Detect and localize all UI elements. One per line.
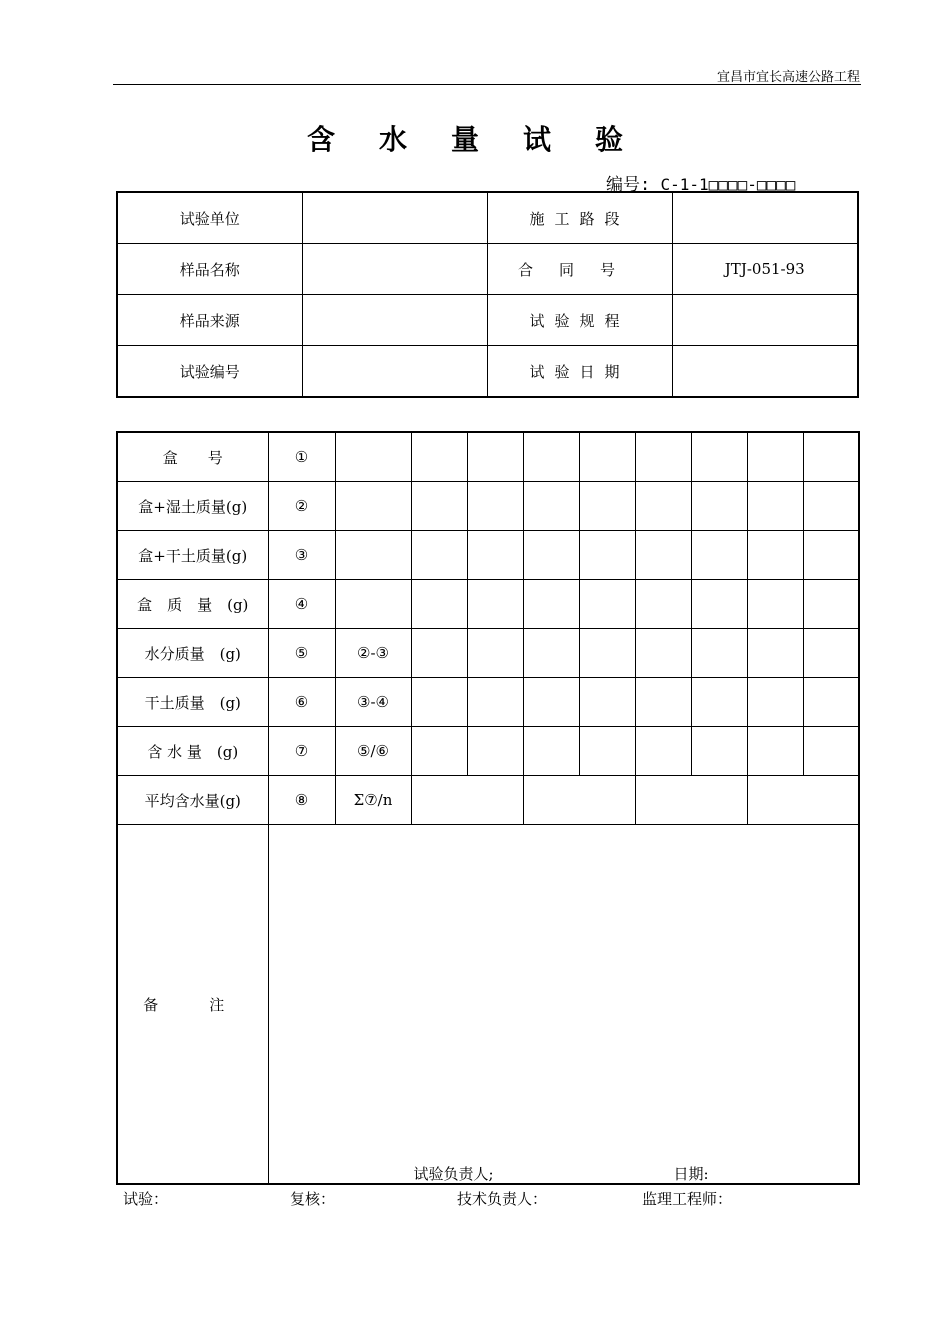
row-formula: ⑤/⑥ (335, 727, 411, 776)
data-cell[interactable] (467, 580, 523, 629)
data-cell[interactable] (579, 531, 635, 580)
avg-cell[interactable] (411, 776, 523, 825)
data-cell[interactable] (691, 482, 747, 531)
supervisor-label: 监理工程师： (642, 1190, 733, 1208)
sample-name-field[interactable] (302, 244, 487, 295)
data-cell[interactable] (747, 531, 803, 580)
data-cell[interactable] (747, 482, 803, 531)
row-formula: ③-④ (335, 678, 411, 727)
data-cell[interactable] (691, 727, 747, 776)
data-cell[interactable] (579, 580, 635, 629)
info-row (117, 192, 858, 244)
data-cell[interactable] (691, 678, 747, 727)
data-cell[interactable] (747, 727, 803, 776)
remarks-row (117, 825, 859, 1185)
table-row (117, 482, 859, 531)
data-cell[interactable] (635, 629, 691, 678)
test-date-label: 试验日期 (487, 346, 672, 398)
test-date-field[interactable] (672, 346, 858, 398)
data-cell[interactable] (411, 727, 467, 776)
construction-section-field[interactable] (672, 192, 858, 244)
data-cell[interactable] (335, 432, 411, 482)
data-cell[interactable] (803, 580, 859, 629)
data-cell[interactable] (335, 482, 411, 531)
row-symbol: ② (268, 482, 335, 531)
contract-no-label: 合同号 (487, 244, 672, 295)
test-unit-label: 试验单位 (117, 192, 302, 244)
row-label-avg-moisture: 平均含水量(g) (117, 776, 268, 825)
row-label-moisture: 含 水 量 (g) (117, 727, 268, 776)
data-cell[interactable] (523, 678, 579, 727)
data-cell[interactable] (635, 678, 691, 727)
data-cell[interactable] (691, 629, 747, 678)
data-cell[interactable] (411, 678, 467, 727)
data-cell[interactable] (691, 531, 747, 580)
row-label-wet-mass: 盒+湿土质量(g) (117, 482, 268, 531)
sample-source-field[interactable] (302, 295, 487, 346)
row-label-box-no: 盒 号 (117, 432, 268, 482)
data-cell[interactable] (467, 727, 523, 776)
data-cell[interactable] (411, 432, 467, 482)
data-cell[interactable] (467, 629, 523, 678)
data-cell[interactable] (411, 531, 467, 580)
data-cell[interactable] (803, 727, 859, 776)
tester-label: 试验： (123, 1190, 169, 1208)
sample-source-label: 样品来源 (117, 295, 302, 346)
data-cell[interactable] (411, 580, 467, 629)
row-symbol: ⑦ (268, 727, 335, 776)
info-table (116, 191, 859, 398)
data-cell[interactable] (523, 580, 579, 629)
data-cell[interactable] (335, 531, 411, 580)
data-cell[interactable] (411, 629, 467, 678)
table-row (117, 432, 859, 482)
row-label-water-mass: 水分质量 (g) (117, 629, 268, 678)
test-responsible-label: 试验负责人; (413, 1165, 494, 1183)
test-number-field[interactable] (302, 346, 487, 398)
info-row (117, 295, 858, 346)
row-formula: ②-③ (335, 629, 411, 678)
row-label-dry-mass: 盒+干土质量(g) (117, 531, 268, 580)
row-symbol: ⑥ (268, 678, 335, 727)
contract-no-field[interactable]: JTJ-051-93 (672, 244, 858, 295)
data-cell[interactable] (803, 629, 859, 678)
row-formula: Σ⑦/n (335, 776, 411, 825)
row-symbol: ① (268, 432, 335, 482)
avg-cell[interactable] (747, 776, 859, 825)
data-cell[interactable] (635, 531, 691, 580)
table-row (117, 531, 859, 580)
table-row (117, 629, 859, 678)
data-cell[interactable] (747, 432, 803, 482)
header-divider (113, 84, 861, 85)
data-cell[interactable] (579, 432, 635, 482)
moisture-table (116, 431, 860, 1185)
data-cell[interactable] (467, 482, 523, 531)
row-symbol: ③ (268, 531, 335, 580)
row-symbol: ⑤ (268, 629, 335, 678)
row-symbol: ④ (268, 580, 335, 629)
data-cell[interactable] (523, 482, 579, 531)
data-cell[interactable] (523, 432, 579, 482)
avg-cell[interactable] (523, 776, 635, 825)
row-label-box-mass: 盒 质 量 (g) (117, 580, 268, 629)
data-cell[interactable] (335, 580, 411, 629)
table-row (117, 580, 859, 629)
row-symbol: ⑧ (268, 776, 335, 825)
data-cell[interactable] (523, 727, 579, 776)
data-cell[interactable] (579, 482, 635, 531)
remarks-label: 备 注 (117, 825, 268, 1185)
data-cell[interactable] (635, 482, 691, 531)
info-row (117, 346, 858, 398)
test-procedure-label: 试验规程 (487, 295, 672, 346)
table-row (117, 727, 859, 776)
data-cell[interactable] (747, 580, 803, 629)
tech-lead-label: 技术负责人： (457, 1190, 548, 1208)
data-cell[interactable] (579, 629, 635, 678)
reviewer-label: 复核： (290, 1190, 336, 1208)
data-cell[interactable] (411, 482, 467, 531)
data-cell[interactable] (523, 629, 579, 678)
data-cell[interactable] (579, 727, 635, 776)
data-cell[interactable] (467, 678, 523, 727)
table-row (117, 678, 859, 727)
remarks-date-label: 日期: (673, 1165, 709, 1183)
data-cell[interactable] (803, 678, 859, 727)
data-cell[interactable] (635, 432, 691, 482)
project-name: 宜昌市宜长高速公路工程 (716, 70, 860, 85)
row-label-dry-soil-mass: 干土质量 (g) (117, 678, 268, 727)
sample-name-label: 样品名称 (117, 244, 302, 295)
data-cell[interactable] (747, 629, 803, 678)
page-title: 含水量试验 (306, 123, 667, 156)
table-row (117, 776, 859, 825)
data-cell[interactable] (467, 531, 523, 580)
info-row (117, 244, 858, 295)
data-cell[interactable] (803, 432, 859, 482)
construction-section-label: 施工路段 (487, 192, 672, 244)
form-number-code: C-1-1□□□□-□□□□ (660, 175, 796, 194)
remarks-signature-line (269, 1163, 859, 1183)
avg-cell[interactable] (635, 776, 747, 825)
data-cell[interactable] (467, 432, 523, 482)
test-number-label: 试验编号 (117, 346, 302, 398)
test-procedure-field[interactable] (672, 295, 858, 346)
data-cell[interactable] (691, 432, 747, 482)
data-cell[interactable] (747, 678, 803, 727)
data-cell[interactable] (579, 678, 635, 727)
data-cell[interactable] (803, 531, 859, 580)
data-cell[interactable] (635, 727, 691, 776)
data-cell[interactable] (523, 531, 579, 580)
data-cell[interactable] (635, 580, 691, 629)
data-cell[interactable] (803, 482, 859, 531)
data-cell[interactable] (691, 580, 747, 629)
test-unit-field[interactable] (302, 192, 487, 244)
remarks-area[interactable] (268, 825, 859, 1185)
form-number-label: 编号: (606, 175, 651, 195)
